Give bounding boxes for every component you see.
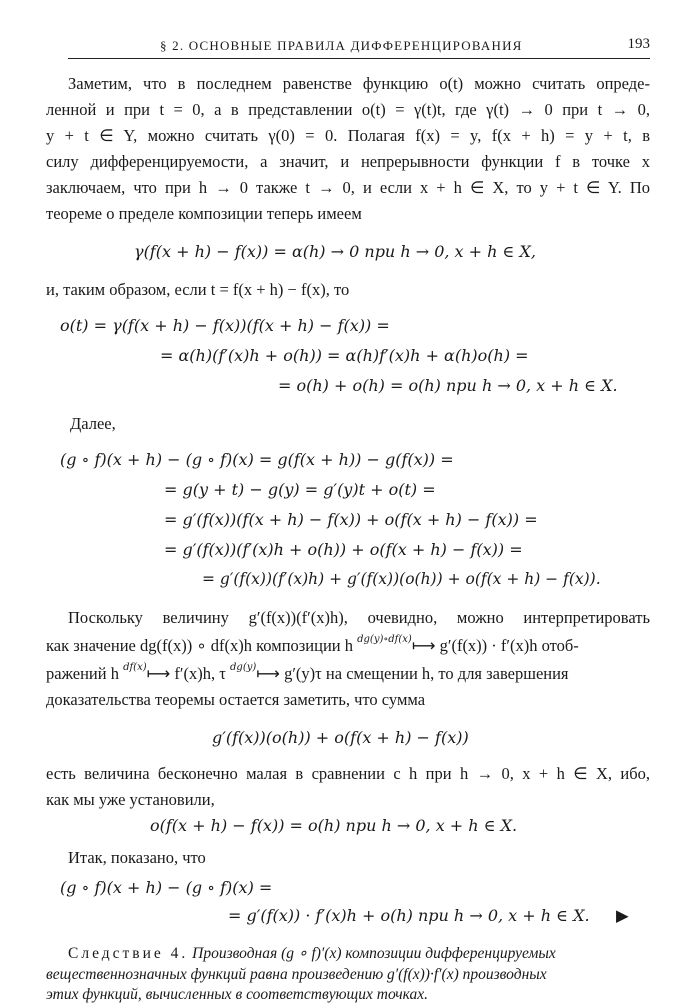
para4-line2-text-b: g′(f(x)) · f′(x)h отоб- (439, 636, 579, 655)
equation-1: γ(f(x + h) − f(x)) = α(h) → 0 при h → 0, x + h ∈ X, (134, 242, 536, 261)
para1-line4: силу дифференцируемости, а значит, и непрерывности функции f в точке x (46, 152, 650, 171)
para1-line1: Заметим, что в последнем равенстве функцию o(t) можно считать опреде- (68, 74, 650, 93)
para4-line3-text-a: ражений h (46, 664, 119, 683)
corollary-line2: вещественнозначных функций равна произведению g′(f(x))·f′(x) производных (46, 966, 547, 983)
equation-4: g′(f(x))(o(h)) + o(f(x + h) − f(x)) (212, 728, 469, 747)
equation-3-line3: = g′(f(x))(f(x + h) − f(x)) + o(f(x + h) − f(x)) = (164, 510, 538, 529)
equation-6-line1: (g ∘ f)(x + h) − (g ∘ f)(x) = (60, 878, 273, 897)
header-title: § 2. ОСНОВНЫЕ ПРАВИЛА ДИФФЕРЕНЦИРОВАНИЯ (160, 38, 523, 53)
mapsto-arrow: ⟼ (146, 664, 171, 683)
corollary-line3: этих функций, вычисленных в соответствующих точках. (46, 986, 429, 1003)
text-3: Далее, (70, 414, 116, 433)
para4-line1: Поскольку величину g′(f(x))(f′(x)h), очевидно, можно интерпретировать (68, 608, 650, 627)
equation-3-line2: = g(y + t) − g(y) = g′(y)t + o(t) = (164, 480, 436, 499)
mapsto-label-dg: dg(y) (230, 662, 257, 673)
equation-3-line4: = g′(f(x))(f′(x)h + o(h)) + o(f(x + h) − f(x)) = (164, 540, 523, 559)
end-of-proof-icon: ▶ (616, 906, 629, 925)
equation-3-line5: = g′(f(x))(f′(x)h) + g′(f(x))(o(h)) + o(f(x + h) − f(x)). (202, 570, 601, 588)
equation-3-line1: (g ∘ f)(x + h) − (g ∘ f)(x) = g(f(x + h)) − g(f(x)) = (60, 450, 454, 469)
equation-2-line1: o(t) = γ(f(x + h) − f(x))(f(x + h) − f(x)) = (60, 316, 390, 335)
para4-line3 (46, 664, 650, 684)
para1-line2: ленной и при t = 0, а в представлении o(t) = γ(t)t, где γ(t) → 0 при t → 0, (46, 100, 650, 119)
text-2: и, таким образом, если t = f(x + h) − f(x), то (46, 280, 350, 299)
mapsto-arrow: ⟼ (256, 664, 280, 683)
running-header (68, 34, 650, 59)
mapsto-label-composite: dg(y)∘df(x) (357, 634, 412, 645)
corollary-line1 (68, 944, 650, 963)
para5-line1: есть величина бесконечно малая в сравнении с h при h → 0, x + h ∈ X, ибо, (46, 764, 650, 783)
para4-line2 (46, 636, 650, 656)
para1-line3: y + t ∈ Y, можно считать γ(0) = 0. Полагая f(x) = y, f(x + h) = y + t, в (46, 126, 650, 145)
para4-line3-text-c: g′(y)τ на смещении h, то для завершения (284, 664, 569, 683)
equation-6-line2: = g′(f(x)) · f′(x)h + o(h) при h → 0, x + h ∈ X. (228, 906, 590, 925)
mapsto-arrow: ⟼ (411, 636, 436, 655)
corollary-text-1: Производная (g ∘ f)′(x) композиции дифференцируемых (192, 945, 556, 962)
equation-2-line3: = o(h) + o(h) = o(h) при h → 0, x + h ∈ X. (278, 376, 618, 395)
para4-line4: доказательства теоремы остается заметить, что сумма (46, 690, 426, 709)
para1-line6: теореме о пределе композиции теперь имеем (46, 204, 362, 223)
para1-line5: заключаем, что при h → 0 также t → 0, и если x + h ∈ X, то y + t ∈ Y. По (46, 178, 650, 197)
text-6: Итак, показано, что (68, 848, 206, 867)
corollary-label: Следствие 4. (68, 945, 189, 962)
para5-line2: как мы уже установили, (46, 790, 215, 809)
para4-line3-text-b: f′(x)h, τ (174, 664, 226, 683)
equation-5: o(f(x + h) − f(x)) = o(h) при h → 0, x + h ∈ X. (150, 816, 518, 835)
para4-line2-text-a: как значение dg(f(x)) ∘ df(x)h композиции h (46, 636, 353, 655)
page-number: 193 (627, 36, 650, 52)
mapsto-label-df: df(x) (123, 662, 147, 673)
equation-2-line2: = α(h)(f′(x)h + o(h)) = α(h)f′(x)h + α(h)o(h) = (160, 346, 529, 365)
